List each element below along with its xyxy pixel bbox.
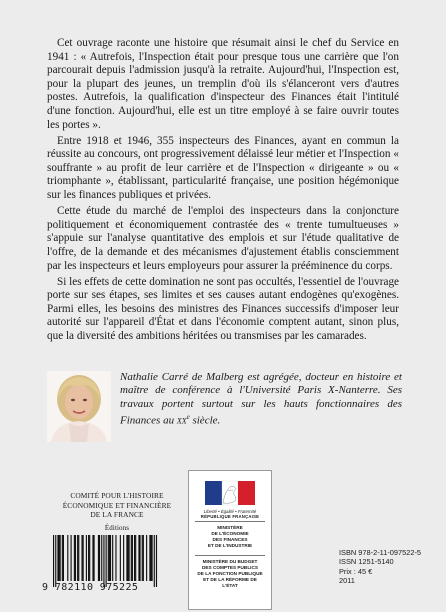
barcode-bar xyxy=(115,535,116,581)
republic-name: RÉPUBLIQUE FRANÇAISE xyxy=(200,514,260,520)
ministry-budget-line-2: DES COMPTES PUBLICS xyxy=(202,564,258,570)
barcode-bar xyxy=(77,535,78,581)
ministry-economy-line-1: MINISTÈRE xyxy=(217,525,243,530)
ministry-economy-line-3: DES FINANCES xyxy=(212,536,248,542)
barcode-bar xyxy=(146,535,147,581)
barcode-bar xyxy=(109,535,110,581)
publisher-block xyxy=(58,491,176,533)
barcode-bar xyxy=(108,535,109,581)
publisher-editions: Éditions xyxy=(104,523,130,532)
barcode-digits: 9 782110 975225 xyxy=(42,582,139,593)
barcode-bar xyxy=(156,535,157,587)
barcode-bar xyxy=(131,535,132,581)
ministry-budget-line-3: DE LA FONCTION PUBLIQUE xyxy=(197,570,263,576)
publisher-name-line-3: DE LA FRANCE xyxy=(90,510,144,519)
barcode-bar xyxy=(57,535,58,581)
ministry-separator-top xyxy=(195,521,265,522)
barcode-bar xyxy=(83,535,84,581)
barcode-bar xyxy=(103,535,104,587)
barcode-bar xyxy=(99,535,100,581)
issn-number: ISSN 1251-5140 xyxy=(339,557,394,567)
barcode-bar xyxy=(120,535,121,581)
ministry-economy-line-4: ET DE L'INDUSTRIE xyxy=(207,542,253,548)
author-bio-end: siècle. xyxy=(189,414,221,427)
blurb-paragraph-3: Cette étude du marché de l'emploi des inspecteurs dans la conjoncture politiquement et économiquement contrastée des « trente tumultueuses » s'appuie sur l'analyse quantitative des emplois et sur l'étude qualitative de l'offre, de la demande et des mécanismes d'ajustement établis consciemment par les inspecteurs et leurs employeurs pour assurer la prééminence du corps. xyxy=(47,205,399,272)
barcode-bar xyxy=(78,535,79,581)
barcode-bar xyxy=(58,535,59,581)
barcode-bar xyxy=(126,535,127,581)
barcode-bar xyxy=(142,535,143,581)
ministry-economy xyxy=(195,525,265,549)
ministry-separator-middle xyxy=(195,555,265,556)
isbn-number: ISBN 978-2-11-097522-5 xyxy=(339,548,422,557)
publication-info xyxy=(339,548,422,586)
barcode-bar xyxy=(132,535,133,581)
ministry-budget-line-4: ET DE LA RÉFORME DE L'ÉTAT xyxy=(203,576,257,588)
author-portrait-image xyxy=(47,371,111,442)
blurb-paragraph-2: Entre 1918 et 1946, 355 inspecteurs des Finances, ayant en commun la réussite au concours, ont progressivement délaissé leur métier et l'Inspection « souffrante » au profit de leur carrière et de l'Inspection « dirigeante » ou « triomphante », établissant, particularité française, une position hégémonique sur les finances publiques et privées. xyxy=(47,134,399,202)
barcode-bar xyxy=(60,535,61,581)
ministry-economy-line-2: DE L'ÉCONOMIE xyxy=(211,530,249,536)
barcode-bar xyxy=(71,535,72,581)
republic-motto: Liberté • Égalité • Fraternité xyxy=(203,509,257,514)
barcode-bar xyxy=(149,535,150,581)
barcode-bar xyxy=(74,535,75,581)
barcode-bar xyxy=(135,535,136,581)
barcode-bar xyxy=(62,535,63,581)
author-photo xyxy=(47,371,111,442)
barcode-bar xyxy=(150,535,151,581)
barcode-bar xyxy=(53,535,54,587)
barcode-bar xyxy=(101,535,102,581)
barcode-bar xyxy=(139,535,140,581)
barcode-bar xyxy=(152,535,153,581)
barcode-bar xyxy=(55,535,56,587)
back-cover-blurb xyxy=(47,37,399,346)
barcode-bar xyxy=(88,535,89,581)
barcode-bar xyxy=(89,535,90,581)
barcode-bar xyxy=(112,535,113,581)
barcode-bar xyxy=(129,535,130,581)
marianne-flag-logo xyxy=(195,479,265,507)
publisher-name-line-2: ÉCONOMIQUE ET FINANCIÈRE xyxy=(62,500,172,510)
barcode-bar xyxy=(143,535,144,581)
ministry-budget-line-1: MINISTÈRE DU BUDGET xyxy=(202,559,258,564)
barcode-bar xyxy=(63,535,64,581)
barcode-bar xyxy=(110,535,111,581)
author-bio-main: Nathalie Carré de Malberg est agrégée, docteur en histoire et maître de conférence à l'Université Paris X-Nanterre. Ses travaux portent surtout sur les hauts fonctionnaires des Finances au xyxy=(120,371,402,427)
author-bio-century: xx xyxy=(176,414,187,427)
republic-label xyxy=(193,509,267,520)
author-bio-century-sup: e xyxy=(186,413,190,422)
barcode-bar xyxy=(106,535,107,587)
barcode-bar xyxy=(134,535,135,581)
barcode-bar xyxy=(94,535,95,581)
barcode-bar xyxy=(67,535,68,581)
barcode-bar xyxy=(154,535,155,587)
barcode-bar xyxy=(138,535,139,581)
blurb-paragraph-4: Si les effets de cette domination ne sont pas occultés, l'essentiel de l'ouvrage porte sur ses étapes, ses limites et ses causes autant endogènes qu'exogènes. Parmi elles, les besoins des ministres des Finances successifs d'imposer leur autorité sur l'appareil d'État et dans l'économie comptent autant, sinon plus, que la diversité des ambitions héritées ou transmises par les camarades. xyxy=(47,275,399,342)
barcode-bar xyxy=(75,535,76,581)
barcode-bar xyxy=(92,535,93,581)
barcode-bar xyxy=(123,535,124,581)
publisher-name-line-1: COMITÉ POUR L'HISTOIRE xyxy=(70,491,164,500)
author-biography xyxy=(120,371,402,428)
publication-year: 2011 xyxy=(339,576,355,586)
barcode-bar xyxy=(98,535,99,581)
government-ministry-panel xyxy=(188,470,272,610)
barcode-bar xyxy=(81,535,82,581)
author-bio-text xyxy=(120,371,402,428)
barcode-bar xyxy=(127,535,128,581)
blurb-paragraph-1: Cet ouvrage raconte une histoire que résumait ainsi le chef du Service en 1941 : « Autrefois, l'Inspection était pour presque tous une carrière que l'on parcourait depuis l'admission jusqu'à la retraite. Aujourd'hui, l'Inspection est, pour la plupart des jeunes, un tremplin d'où ils s'élanceront vers d'autres postes. Autrefois, la qualification d'inspecteur des Finances était l'intitulé d'une fonction. Aujourd'hui, elle est un titre employé à se faire ouvrir toutes les portes ». xyxy=(47,37,399,131)
barcode-bar xyxy=(86,535,87,581)
ministry-budget xyxy=(195,559,265,589)
price: Prix : 45 € xyxy=(339,566,373,576)
